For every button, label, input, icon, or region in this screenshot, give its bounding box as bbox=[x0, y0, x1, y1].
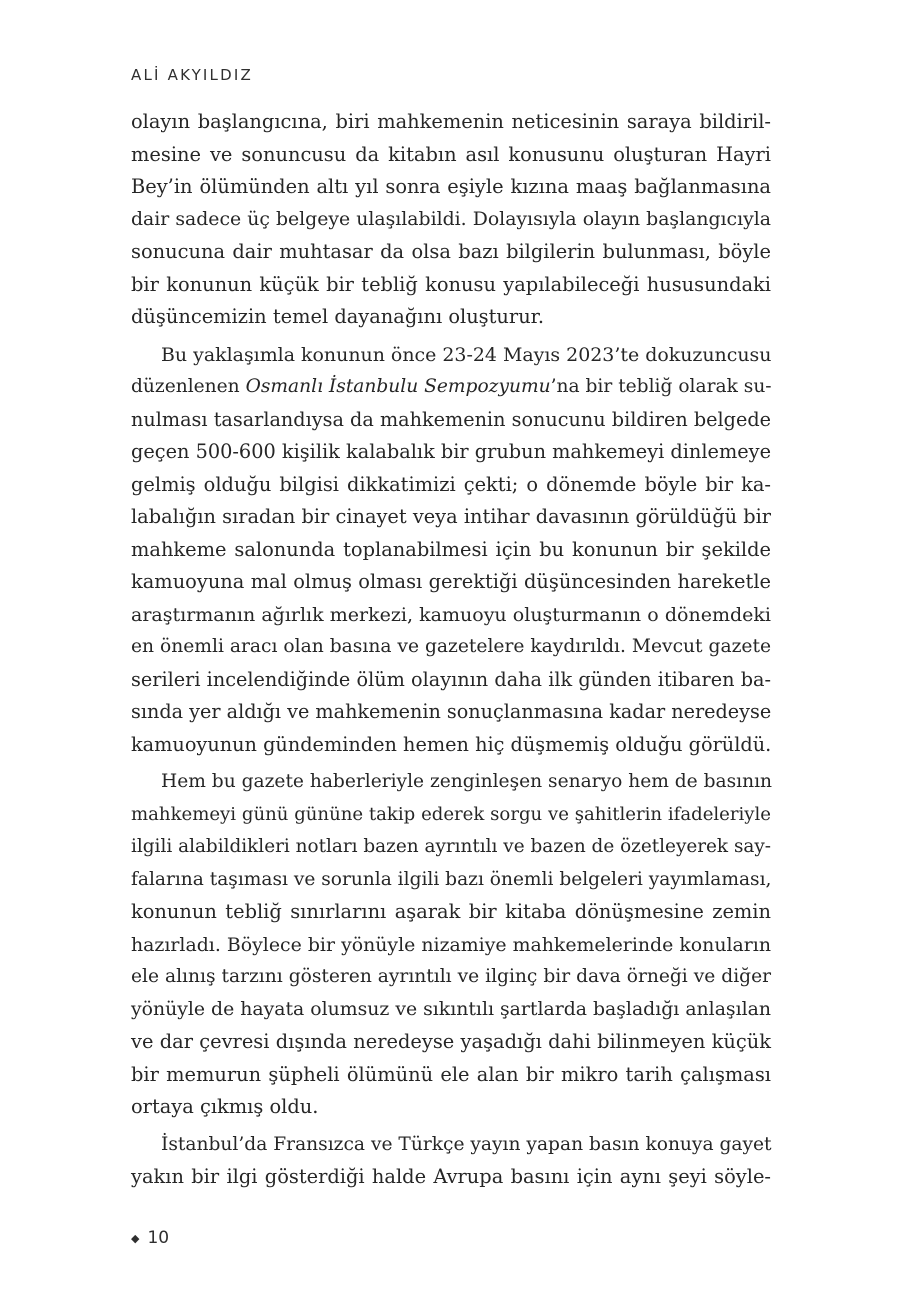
text-line: yakın bir ilgi gösterdiği halde Avrupa basını için aynı şeyi söyle- bbox=[131, 1165, 771, 1188]
paragraph bbox=[131, 339, 771, 762]
text-line: serileri incelendiğinde ölüm olayının daha ilk günden itibaren ba- bbox=[131, 667, 771, 691]
text-line: Hem bu gazete haberleriyle zenginleşen senaryo hem de basının bbox=[161, 771, 773, 792]
text-line: İstanbul’da Fransızca ve Türkçe yayın yapan basın konuya gayet bbox=[161, 1133, 772, 1155]
symposium-title: Osmanlı İstanbulu Sempozyumu bbox=[245, 376, 551, 397]
text-line: falarına taşıması ve sorunla ilgili bazı önemli belgeleri yayımlaması, bbox=[131, 868, 772, 890]
diamond-bullet-icon: ◆ bbox=[131, 1231, 140, 1245]
paragraph bbox=[131, 1129, 771, 1194]
text-line: mahkeme salonunda toplanabilmesi için bu konunun bir şekilde bbox=[131, 537, 771, 561]
paragraph bbox=[131, 766, 771, 1124]
text-line: ortaya çıkmış oldu. bbox=[131, 1095, 319, 1118]
paragraph bbox=[131, 106, 771, 334]
text-line: yönüyle de hayata olumsuz ve sıkıntılı şartlarda başladığı anlaşılan bbox=[131, 998, 771, 1020]
text-line: Bey’in ölümünden altı yıl sonra eşiyle kızına maaş bağlanmasına bbox=[131, 175, 771, 198]
text-line: Bu yaklaşımla konunun önce 23-24 Mayıs 2023’te dokuzuncusu bbox=[161, 343, 772, 366]
text-line: geçen 500-600 kişilik kalabalık bir grubun mahkemeyi dinlemeye bbox=[131, 440, 771, 463]
text-line: kamuoyunun gündeminden hemen hiç düşmemiş olduğu görüldü. bbox=[131, 732, 772, 756]
text-line: düşüncemizin temel dayanağını oluşturur. bbox=[131, 305, 544, 328]
text-line: ilgili alabildikleri notları bazen ayrıntılı ve bazen de özetleyerek say- bbox=[131, 836, 771, 857]
text-line: mahkemeyi günü gününe takip ederek sorgu ve şahitlerin ifadeleriyle bbox=[131, 803, 771, 825]
text-line: ele alınış tarzını gösteren ayrıntılı ve ilginç bir dava örneği ve diğer bbox=[131, 966, 771, 987]
text-line: düzenlenen Osmanlı İstanbulu Sempozyumu’na bir tebliğ olarak su- bbox=[131, 376, 772, 397]
page-number: 10 bbox=[147, 1228, 170, 1248]
text-line: en önemli aracı olan basına ve gazetelere kaydırıldı. Mevcut gazete bbox=[131, 636, 771, 657]
folio bbox=[131, 1228, 169, 1248]
text-line: bir memurun şüpheli ölümünü ele alan bir mikro tarih çalışması bbox=[131, 1062, 771, 1086]
text-line: bir konunun küçük bir tebliğ konusu yapılabileceği hususundaki bbox=[131, 272, 771, 296]
text-line: gelmiş olduğu bilgisi dikkatimizi çekti; o dönemde böyle bir ka- bbox=[131, 472, 771, 496]
body-text bbox=[131, 106, 771, 1194]
text-line: araştırmanın ağırlık merkezi, kamuoyu oluşturmanın o dönemdeki bbox=[131, 603, 771, 626]
text-line: sında yer aldığı ve mahkemenin sonuçlanmasına kadar neredeyse bbox=[131, 700, 772, 723]
text-line: nulması tasarlandıysa da mahkemenin sonucunu bildiren belgede bbox=[131, 407, 771, 431]
text-line: labalığın sıradan bir cinayet veya intihar davasının görüldüğü bir bbox=[131, 505, 771, 528]
text-line: mesine ve sonuncusu da kitabın asıl konusunu oluşturan Hayri bbox=[131, 142, 771, 166]
text-line: sonucuna dair muhtasar da olsa bazı bilgilerin bulunması, böyle bbox=[131, 240, 771, 263]
running-head: ALİ AKYILDIZ bbox=[131, 66, 253, 84]
text-line: dair sadece üç belgeye ulaşılabildi. Dolayısıyla olayın başlangıcıyla bbox=[131, 208, 771, 230]
text-line: ve dar çevresi dışında neredeyse yaşadığı dahi bilinmeyen küçük bbox=[131, 1030, 771, 1053]
text-line: konunun tebliğ sınırlarını aşarak bir kitaba dönüşmesine zemin bbox=[131, 900, 771, 923]
text-line: kamuoyuna mal olmuş olması gerektiği düşüncesinden hareketle bbox=[131, 570, 771, 593]
text-line: olayın başlangıcına, biri mahkemenin neticesinin saraya bildiril- bbox=[131, 110, 771, 133]
text-line: hazırladı. Böylece bir yönüyle nizamiye mahkemelerinde konuların bbox=[131, 933, 771, 956]
